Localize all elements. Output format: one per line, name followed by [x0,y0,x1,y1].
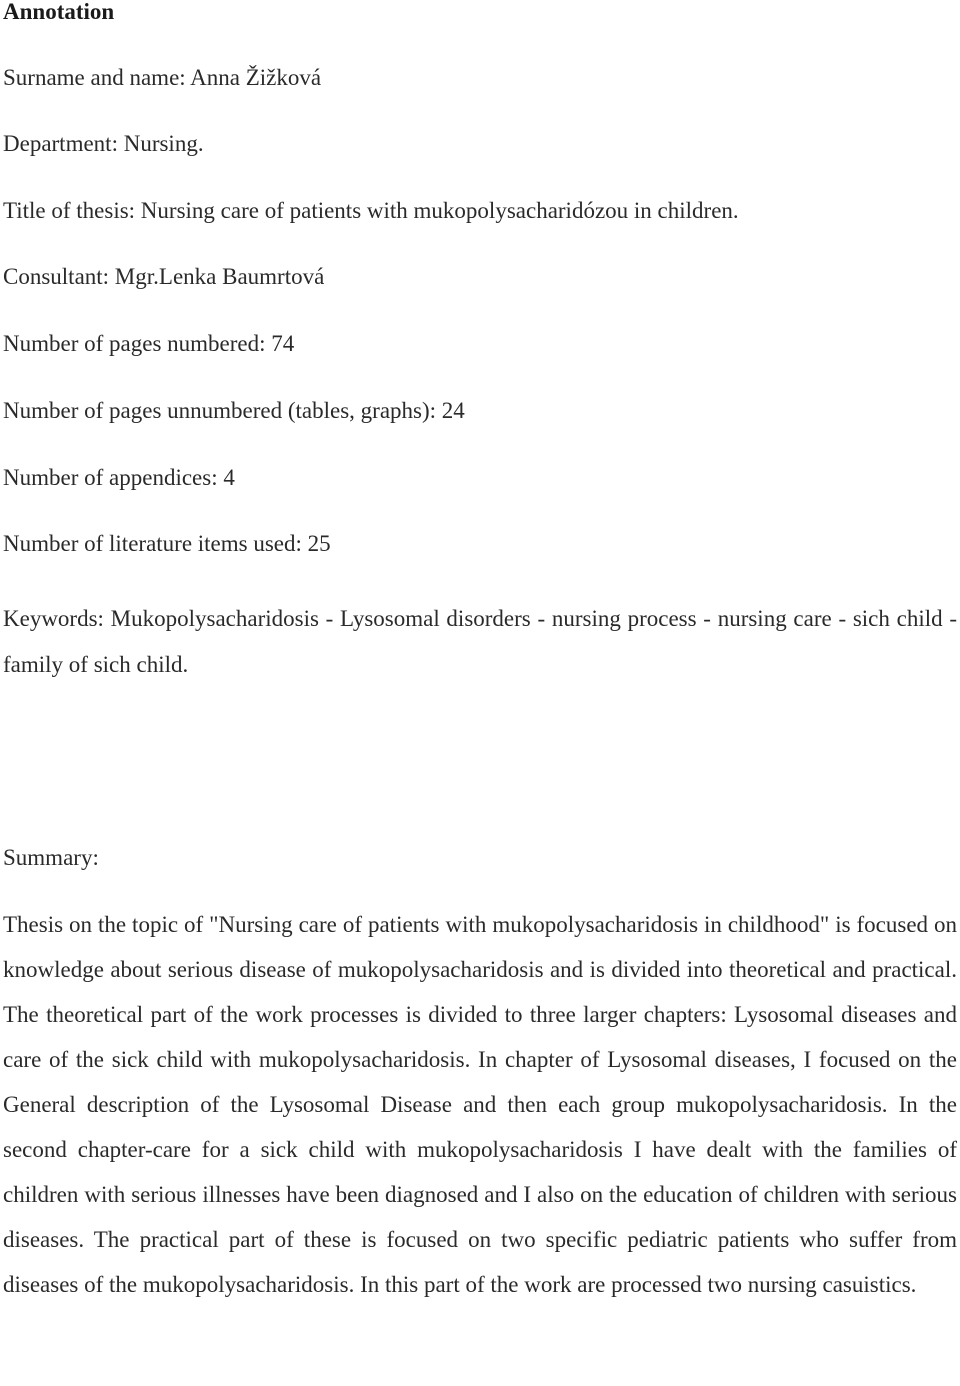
appendices-count: Number of appendices: 4 [3,465,235,490]
literature-count: Number of literature items used: 25 [3,531,331,556]
pages-unnumbered: Number of pages unnumbered (tables, graphs): 24 [3,398,465,423]
thesis-title: Title of thesis: Nursing care of patients with mukopolysacharidózou in children. [3,198,739,223]
keywords: Keywords: Mukopolysacharidosis - Lysosomal disorders - nursing process - nursing care - sich child - family of sich child. [3,606,957,677]
department: Department: Nursing. [3,131,204,156]
summary-text: Thesis on the topic of "Nursing care of patients with mukopolysacharidosis in childhood" is focused on knowledge about serious disease of mukopolysacharidosis and is divided into theoretical and practical. The theoretical part of the work processes is divided to three larger chapters: Lysosomal diseases and care of the sick child with mukopolysacharidosis. In chapter of Lysosomal diseases, I focused on the General description of the Lysosomal Disease and then each group mukopolysacharidosis. In the second chapter-care for a sick child with mukopolysacharidosis I have dealt with the families of children with serious illnesses have been diagnosed and I also on the education of children with serious diseases. The practical part of these is focused on two specific pediatric patients who suffer from diseases of the mukopolysacharidosis. In this part of the work are processed two nursing casuistics. [3,912,957,1297]
author-name: Surname and name: Anna Žižková [3,65,322,90]
consultant: Consultant: Mgr.Lenka Baumrtová [3,264,325,289]
annotation-heading: Annotation [3,0,115,24]
summary-label: Summary: [3,845,99,870]
pages-numbered: Number of pages numbered: 74 [3,331,295,356]
